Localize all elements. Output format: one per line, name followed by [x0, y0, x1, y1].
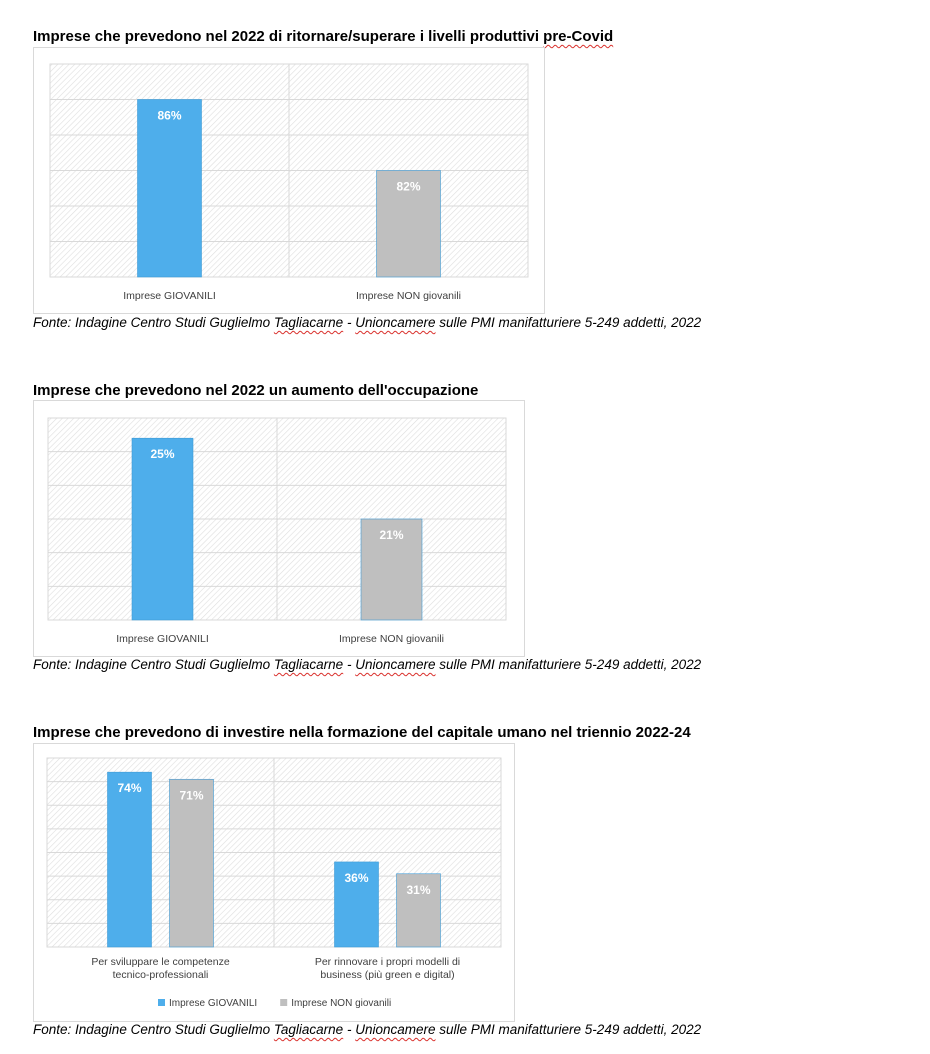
chart-3-svg: [34, 744, 514, 1021]
category-label-2: Imprese NON giovanili: [338, 633, 445, 645]
category-label-2-line-1: Per rinnovare i propri modelli di: [314, 956, 461, 968]
legend-label-2: Imprese NON giovanili: [291, 998, 392, 1009]
category-label-1-line-1: Per sviluppare le competenze: [91, 956, 230, 968]
chart-1-title-text: Imprese che prevedono nel 2022 di ritornare/superare i livelli produttivi pre-Covid: [33, 28, 614, 45]
category-label-1-line-2: tecnico-professionali: [112, 969, 209, 981]
legend-label-1: Imprese GIOVANILI: [169, 998, 258, 1009]
chart-1-svg: [34, 48, 544, 313]
data-label-1-2: 71%: [179, 788, 204, 803]
bar-1-1: [108, 772, 152, 947]
chart-1-frame: [33, 47, 545, 314]
category-label-2: Imprese NON giovanili: [355, 290, 462, 302]
bar-1-1: [138, 100, 202, 278]
data-label-2-1: 82%: [396, 179, 421, 194]
data-label-1-1: 25%: [150, 447, 175, 462]
legend-swatch-1: [158, 999, 165, 1006]
data-label-2-1: 21%: [379, 528, 404, 542]
category-label-2-line-2: business (più green e digital): [320, 969, 455, 981]
legend-swatch-2: [280, 999, 287, 1006]
chart-3-frame: [33, 743, 515, 1022]
data-label-2-1: 36%: [344, 870, 369, 885]
chart-1-title: [33, 28, 613, 45]
bar-1-1: [132, 438, 193, 620]
data-label-1-1: 86%: [157, 108, 182, 123]
chart-2-svg: [34, 401, 524, 656]
data-label-1-1: 74%: [117, 781, 142, 796]
chart-1-source: Fonte: Indagine Centro Studi Guglielmo Tagliacarne - Unioncamere sulle PMI manifatturiere 5-249 addetti, 2022: [33, 315, 702, 330]
category-label-1: Imprese GIOVANILI: [116, 633, 209, 645]
chart-3-title: Imprese che prevedono di investire nella formazione del capitale umano nel triennio 2022-24: [33, 724, 691, 741]
chart-2-source: Fonte: Indagine Centro Studi Guglielmo Tagliacarne - Unioncamere sulle PMI manifatturiere 5-249 addetti, 2022: [33, 657, 702, 672]
category-label-1: Imprese GIOVANILI: [123, 290, 216, 302]
bar-1-2: [170, 779, 214, 947]
chart-2-frame: [33, 400, 525, 657]
chart-2-title: Imprese che prevedono nel 2022 un aumento dell'occupazione: [33, 382, 479, 399]
chart-3-source: Fonte: Indagine Centro Studi Guglielmo Tagliacarne - Unioncamere sulle PMI manifatturiere 5-249 addetti, 2022: [33, 1022, 702, 1037]
data-label-2-2: 31%: [406, 882, 431, 897]
